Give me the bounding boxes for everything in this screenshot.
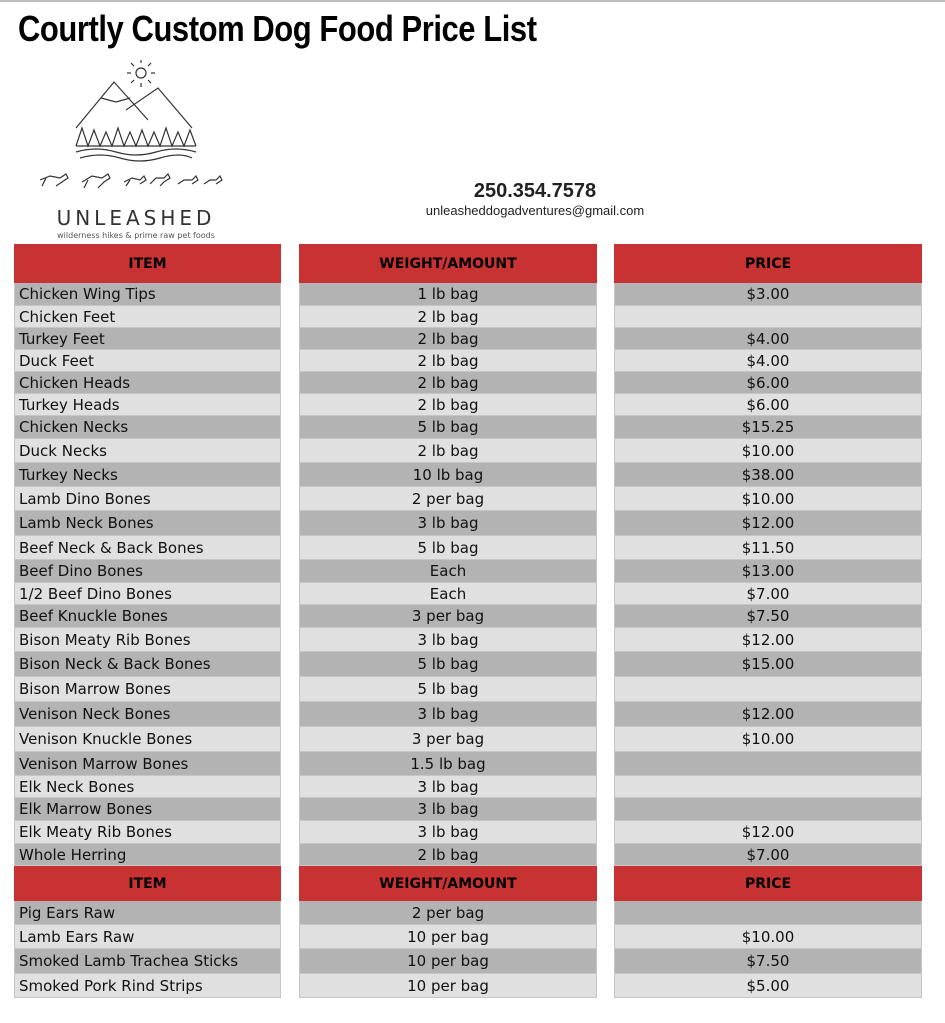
section1-row-weight-cell: 2 per bag [299,487,597,511]
section1-row-weight-cell: 3 lb bag [299,776,597,798]
unleashed-logo [36,60,236,242]
weight-header-section2: WEIGHT/AMOUNT [299,866,597,901]
section1-row-price-cell [614,798,922,821]
section1-row-weight-cell: Each [299,583,597,605]
section1-row-weight-cell: 5 lb bag [299,536,597,560]
section1-row-item-cell: Beef Knuckle Bones [14,605,281,628]
section2-row-price-cell: $10.00 [614,925,922,949]
brand-name: UNLEASHED [56,206,216,230]
section1-row-weight-cell: 3 lb bag [299,628,597,652]
section1-row-weight-cell: 2 lb bag [299,350,597,372]
section1-row-item-cell: 1/2 Beef Dino Bones [14,583,281,605]
section1-row-price-cell: $10.00 [614,439,922,463]
section1-row-price-cell [614,677,922,702]
section1-row-price-cell: $15.00 [614,652,922,677]
section1-row-weight-cell: 3 lb bag [299,702,597,727]
section1-row-item-cell: Chicken Wing Tips [14,283,281,306]
mountain-logo-icon [36,60,236,200]
section1-row-weight-cell: 3 per bag [299,605,597,628]
top-border [0,0,945,2]
section1-row-weight-cell: 1 lb bag [299,283,597,306]
section1-row-item-cell: Venison Marrow Bones [14,752,281,776]
section1-row-item-cell: Bison Neck & Back Bones [14,652,281,677]
section1-row-item-cell: Lamb Dino Bones [14,487,281,511]
section1-row-price-cell [614,776,922,798]
section1-row-item-cell: Duck Feet [14,350,281,372]
section1-row-price-cell: $12.00 [614,511,922,536]
section1-row-weight-cell: 3 per bag [299,727,597,752]
section1-row-weight-cell: 2 lb bag [299,306,597,328]
section1-row-weight-cell: 3 lb bag [299,511,597,536]
section1-row-price-cell: $12.00 [614,702,922,727]
section1-row-item-cell: Whole Herring [14,844,281,866]
section1-row-item-cell: Turkey Necks [14,463,281,487]
section1-row-price-cell: $12.00 [614,821,922,844]
email-address: unleasheddogadventures@gmail.com [425,203,645,218]
price-column [614,244,922,998]
section1-row-item-cell: Beef Neck & Back Bones [14,536,281,560]
section1-row-price-cell: $11.50 [614,536,922,560]
section1-row-weight-cell: 3 lb bag [299,798,597,821]
section1-row-item-cell: Elk Marrow Bones [14,798,281,821]
section1-row-item-cell: Turkey Heads [14,394,281,416]
section1-row-price-cell: $15.25 [614,416,922,439]
section2-row-weight-cell: 10 per bag [299,949,597,974]
section1-row-item-cell: Venison Neck Bones [14,702,281,727]
section1-row-item-cell: Chicken Necks [14,416,281,439]
section1-row-price-cell: $10.00 [614,487,922,511]
weight-header-section1: WEIGHT/AMOUNT [299,244,597,283]
section1-row-weight-cell: Each [299,560,597,583]
section2-row-item-cell: Smoked Pork Rind Strips [14,974,281,998]
page-title: Courtly Custom Dog Food Price List [18,8,537,49]
section1-row-item-cell: Chicken Feet [14,306,281,328]
price-header-section1: PRICE [614,244,922,283]
section1-row-weight-cell: 10 lb bag [299,463,597,487]
section1-row-item-cell: Bison Marrow Bones [14,677,281,702]
section2-row-item-cell: Lamb Ears Raw [14,925,281,949]
section1-row-item-cell: Turkey Feet [14,328,281,350]
section1-row-weight-cell: 5 lb bag [299,416,597,439]
section2-row-price-cell: $5.00 [614,974,922,998]
item-header-section2: ITEM [14,866,281,901]
section2-row-price-cell: $7.50 [614,949,922,974]
price-header-section2: PRICE [614,866,922,901]
section1-row-weight-cell: 2 lb bag [299,844,597,866]
section1-row-item-cell: Elk Neck Bones [14,776,281,798]
section2-row-item-cell: Smoked Lamb Trachea Sticks [14,949,281,974]
section1-row-weight-cell: 1.5 lb bag [299,752,597,776]
phone-number: 250.354.7578 [473,180,597,202]
section1-row-item-cell: Chicken Heads [14,372,281,394]
section1-row-price-cell: $10.00 [614,727,922,752]
section2-row-price-cell [614,901,922,925]
section1-row-price-cell: $6.00 [614,394,922,416]
weight-column [299,244,597,998]
section1-row-price-cell: $12.00 [614,628,922,652]
section1-row-weight-cell: 5 lb bag [299,677,597,702]
section1-row-price-cell: $6.00 [614,372,922,394]
section1-row-weight-cell: 5 lb bag [299,652,597,677]
item-header-section1: ITEM [14,244,281,283]
section1-row-weight-cell: 3 lb bag [299,821,597,844]
section1-row-price-cell [614,752,922,776]
section1-row-weight-cell: 2 lb bag [299,372,597,394]
section1-row-price-cell: $13.00 [614,560,922,583]
section2-row-weight-cell: 10 per bag [299,974,597,998]
section2-row-weight-cell: 2 per bag [299,901,597,925]
section1-row-price-cell: $38.00 [614,463,922,487]
section1-row-price-cell: $3.00 [614,283,922,306]
item-column [14,244,281,998]
section1-row-item-cell: Beef Dino Bones [14,560,281,583]
section1-row-item-cell: Elk Meaty Rib Bones [14,821,281,844]
brand-tagline: wilderness hikes & prime raw pet foods [57,231,215,240]
section1-row-price-cell [614,306,922,328]
section1-row-price-cell: $7.00 [614,583,922,605]
section1-row-item-cell: Venison Knuckle Bones [14,727,281,752]
section2-row-item-cell: Pig Ears Raw [14,901,281,925]
section1-row-weight-cell: 2 lb bag [299,328,597,350]
section1-row-price-cell: $4.00 [614,328,922,350]
section1-row-price-cell: $7.00 [614,844,922,866]
section1-row-price-cell: $7.50 [614,605,922,628]
section1-row-weight-cell: 2 lb bag [299,439,597,463]
section1-row-price-cell: $4.00 [614,350,922,372]
section1-row-item-cell: Lamb Neck Bones [14,511,281,536]
section1-row-item-cell: Duck Necks [14,439,281,463]
section2-row-weight-cell: 10 per bag [299,925,597,949]
section1-row-weight-cell: 2 lb bag [299,394,597,416]
section1-row-item-cell: Bison Meaty Rib Bones [14,628,281,652]
